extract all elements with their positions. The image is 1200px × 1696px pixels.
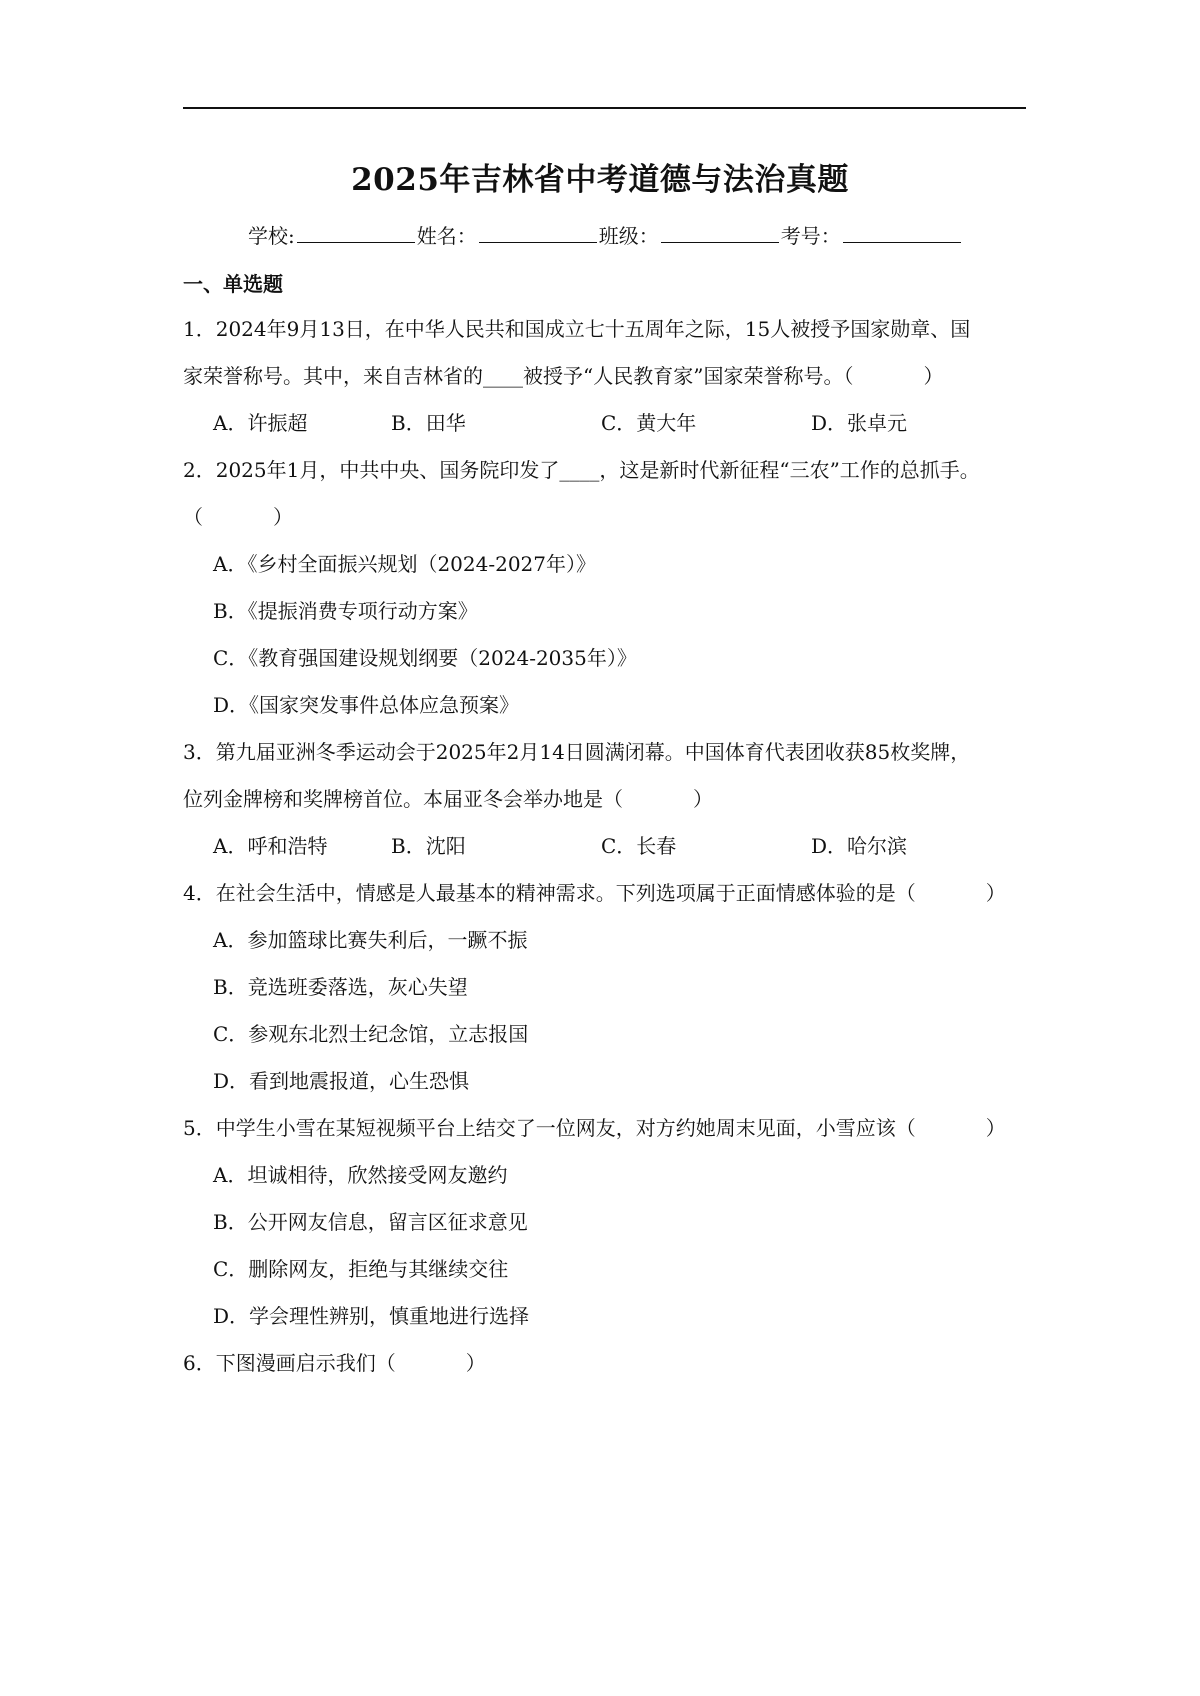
question-3-option-c[interactable]: C．长春 — [601, 834, 677, 858]
question-4-option-c[interactable]: C．参观东北烈士纪念馆，立志报国 — [213, 1022, 529, 1046]
question-4-line-1: 4．在社会生活中，情感是人最基本的精神需求。下列选项属于正面情感体验的是（ ） — [183, 881, 1006, 905]
class-blank[interactable] — [661, 224, 779, 243]
question-1-line-2: 家荣誉称号。其中，来自吉林省的____被授予“人民教育家”国家荣誉称号。（ ） — [183, 364, 944, 388]
question-2-option-d[interactable]: D．《国家突发事件总体应急预案》 — [213, 693, 520, 717]
questions-list — [183, 311, 1026, 1392]
class-label: 班级： — [598, 224, 659, 248]
question-5-option-a[interactable]: A．坦诚相待，欣然接受网友邀约 — [213, 1163, 508, 1187]
question-1-option-d[interactable]: D．张卓元 — [811, 411, 908, 435]
question-3-line-1: 3．第九届亚洲冬季运动会于2025年2月14日圆满闭幕。中国体育代表团收获85枚奖牌， — [183, 740, 971, 764]
exam-no-blank[interactable] — [843, 224, 961, 243]
question-4-option-a[interactable]: A．参加篮球比赛失利后，一蹶不振 — [213, 928, 528, 952]
question-1-option-a[interactable]: A．许振超 — [213, 411, 308, 435]
question-5-option-c[interactable]: C．删除网友，拒绝与其继续交往 — [213, 1257, 509, 1281]
question-4-option-d[interactable]: D．看到地震报道，心生恐惧 — [213, 1069, 470, 1093]
question-3-option-b[interactable]: B．沈阳 — [391, 834, 466, 858]
question-5-option-d[interactable]: D．学会理性辨别，慎重地进行选择 — [213, 1304, 530, 1328]
question-2-line-1: 2．2025年1月，中共中央、国务院印发了____，这是新时代新征程“三农”工作的总抓手。 — [183, 458, 980, 482]
question-6-line-1: 6．下图漫画启示我们（ ） — [183, 1351, 486, 1375]
question-4-option-b[interactable]: B．竞选班委落选，灰心失望 — [213, 975, 468, 999]
question-1-line-1: 1．2024年9月13日，在中华人民共和国成立七十五周年之际，15人被授予国家勋章、国 — [183, 317, 971, 341]
question-1-option-b[interactable]: B．田华 — [391, 411, 466, 435]
question-2-option-a[interactable]: A．《乡村全面振兴规划（2024-2027年）》 — [213, 552, 596, 576]
exam-no-label: 考号： — [780, 224, 841, 248]
name-label: 姓名： — [416, 224, 477, 248]
question-3-option-a[interactable]: A．呼和浩特 — [213, 834, 328, 858]
page-title: 2025年吉林省中考道德与法治真题 — [351, 162, 849, 198]
question-2-line-2: （ ） — [183, 505, 293, 529]
question-1-options — [183, 405, 1026, 452]
question-2-option-c[interactable]: C．《教育强国建设规划纲要（2024-2035年）》 — [213, 646, 637, 670]
school-blank[interactable] — [297, 224, 415, 243]
section-heading: 一、单选题 — [183, 272, 283, 296]
question-2-option-b[interactable]: B．《提振消费专项行动方案》 — [213, 599, 478, 623]
question-5-line-1: 5．中学生小雪在某短视频平台上结交了一位网友，对方约她周末见面，小雪应该（ ） — [183, 1116, 1006, 1140]
student-info-row — [248, 220, 963, 249]
question-5-option-b[interactable]: B．公开网友信息，留言区征求意见 — [213, 1210, 528, 1234]
name-blank[interactable] — [479, 224, 597, 243]
question-3-options — [183, 828, 1026, 875]
question-1-option-c[interactable]: C．黄大年 — [601, 411, 697, 435]
question-3-option-d[interactable]: D．哈尔滨 — [811, 834, 908, 858]
header-rule — [183, 107, 1026, 109]
question-3-line-2: 位列金牌榜和奖牌榜首位。本届亚冬会举办地是（ ） — [183, 787, 713, 811]
school-label: 学校: — [248, 224, 295, 248]
